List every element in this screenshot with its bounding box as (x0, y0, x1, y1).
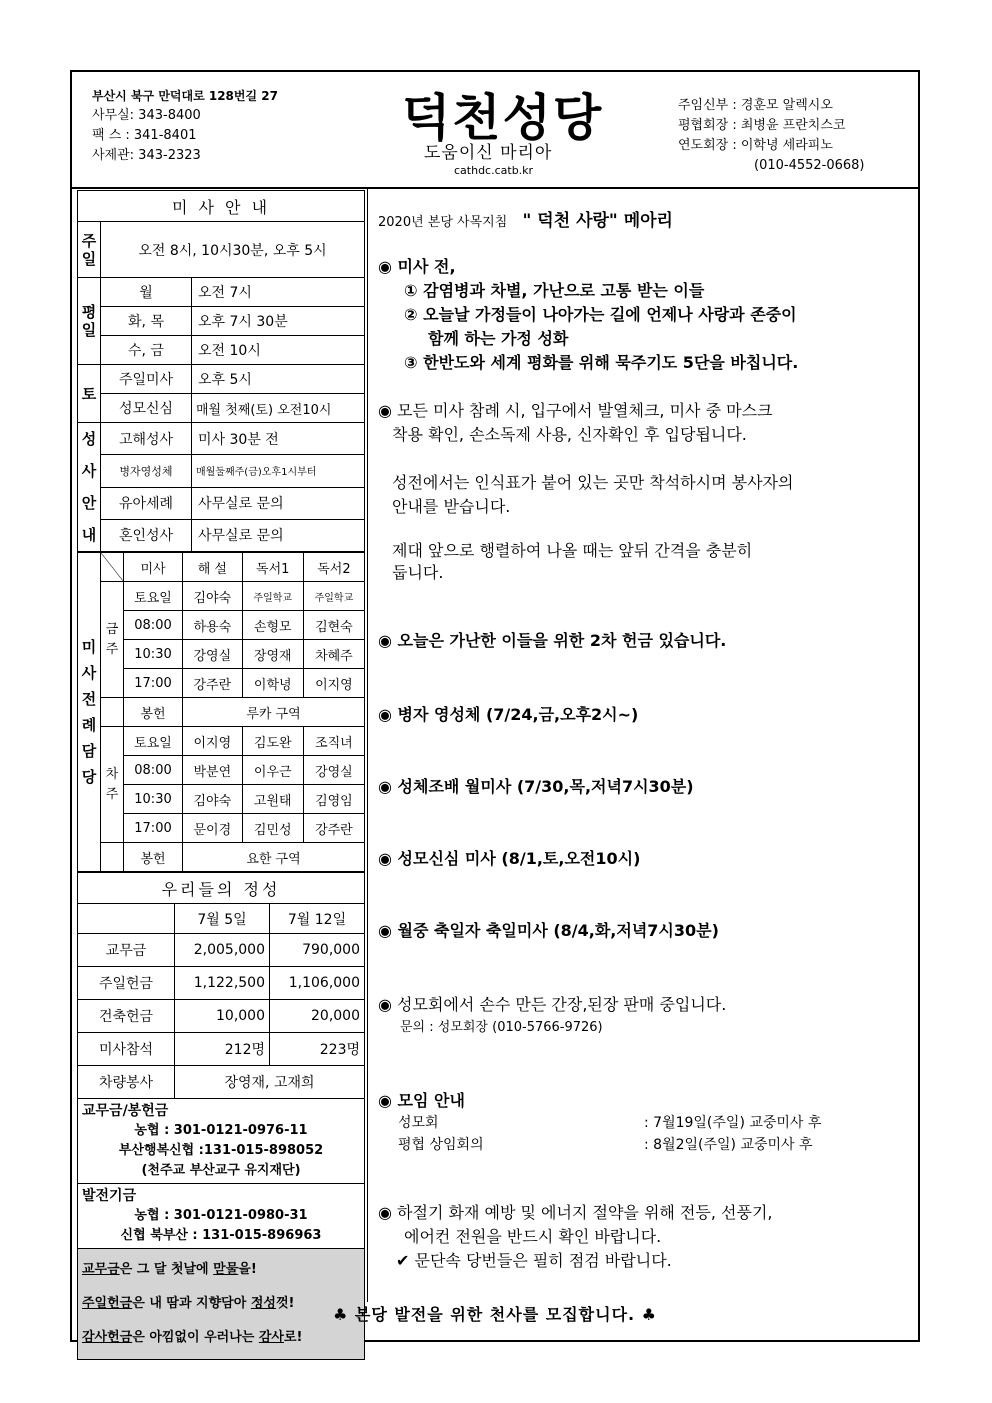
vehicle-volunteers: 장영재, 고재희 (175, 1066, 365, 1099)
staff-block (678, 96, 865, 176)
duty-cell: 17:00 (124, 669, 183, 698)
duty-cell: 강영실 (183, 640, 243, 669)
offering-district: 루카 구역 (183, 698, 365, 727)
parish-title: 덕천성당 (402, 89, 604, 147)
sacrament-info: 미사 30분 전 (192, 423, 365, 455)
left-column (77, 190, 365, 1360)
sacrament-info: 사무실로 문의 (192, 519, 365, 551)
weekday-time: 오전 10시 (192, 336, 365, 365)
mass-schedule-table (77, 190, 365, 552)
diagonal-cell (101, 553, 124, 582)
duty-cell: 주일학교 (242, 582, 303, 611)
duty-cell: 김도완 (242, 727, 303, 756)
saturday-mass-name: 성모신심 (101, 394, 192, 423)
finance-value: 20,000 (270, 1000, 365, 1033)
finance-table (77, 872, 365, 1099)
duty-cell: 이지영 (183, 727, 243, 756)
notice-seating: 안내를 받습니다. (392, 497, 511, 516)
week2-label: 차주 (101, 727, 124, 843)
dues-account: 농협 : 301-0121-0976-11 (134, 1123, 308, 1138)
sacrament-info: 매월둘째주(금)오후1시부터 (192, 455, 365, 487)
motto-line: 2020년 본당 사목지침 " 덕천 사랑" 메아리 (378, 211, 673, 231)
duty-cell: 강영실 (303, 756, 364, 785)
development-accounts (78, 1184, 364, 1249)
weekday-time: 오전 7시 (192, 278, 365, 307)
header (72, 72, 918, 189)
weekday-label: 평일 (78, 278, 101, 365)
prayer-intention: ① 감염병과 차별, 가난으로 고통 받는 이들 (404, 281, 705, 300)
sacrament-label: 성사안내 (78, 423, 101, 552)
week1-label: 금주 (101, 582, 124, 698)
elder-phone: (010-4552-0668) (754, 158, 865, 173)
finance-date: 7월 12일 (270, 904, 365, 934)
mass-info-title: 미 사 안 내 (78, 191, 365, 222)
duty-cell: 08:00 (124, 611, 183, 640)
duty-cell: 10:30 (124, 640, 183, 669)
finance-value: 212명 (175, 1033, 270, 1066)
finance-label: 주일헌금 (78, 967, 175, 1000)
duty-cell: 김현숙 (303, 611, 364, 640)
sunday-label: 주일 (78, 222, 101, 278)
meeting-name: 성모회 (398, 1115, 439, 1131)
elder-president: 연도회장 : 이학녕 세라피노 (678, 138, 833, 153)
duty-cell: 토요일 (124, 582, 183, 611)
offering-label: 봉헌 (124, 698, 183, 727)
duty-header: 독서1 (242, 553, 303, 582)
finance-date: 7월 5일 (175, 904, 270, 934)
duty-cell: 박분연 (183, 756, 243, 785)
finance-value: 1,122,500 (175, 967, 270, 1000)
dues-account: 부산행복신협 :131-015-898052 (118, 1143, 324, 1158)
notice-fire-prevention: ◉ 하절기 화재 예방 및 에너지 절약을 위해 전등, 선풍기, (378, 1203, 773, 1222)
duty-cell: 17:00 (124, 814, 183, 843)
finance-value: 2,005,000 (175, 934, 270, 967)
dev-title: 발전기금 (82, 1188, 137, 1204)
sunday-times: 오전 8시, 10시30분, 오후 5시 (101, 222, 365, 278)
meeting-time: : 8월2일(주일) 교중미사 후 (644, 1137, 813, 1153)
duty-cell: 차혜주 (303, 640, 364, 669)
slogan: 교무금은 그 달 첫날에 맏물을! (82, 1262, 257, 1277)
offering-label: 봉헌 (124, 843, 183, 872)
weekday-day: 수, 금 (101, 336, 192, 365)
sale-contact: 문의 : 성모회장 (010-5766-9726) (400, 1020, 603, 1035)
offering-district: 요한 구역 (183, 843, 365, 872)
finance-title: 우리들의 정성 (78, 873, 365, 904)
notice-seating: 성전에서는 인식표가 붙어 있는 곳만 착석하시며 봉사자의 (392, 473, 794, 492)
notice-feast-mass: ◉ 월중 축일자 축일미사 (8/4,화,저녁7시30분) (378, 921, 719, 940)
notice-covid: ◉ 모든 미사 참례 시, 입구에서 발열체크, 미사 중 마스크 (378, 401, 773, 420)
duty-cell: 이우근 (242, 756, 303, 785)
duty-cell: 하용숙 (183, 611, 243, 640)
meeting-time: : 7월19일(주일) 교중미사 후 (644, 1115, 822, 1131)
website: cathdc.catb.kr (454, 164, 534, 177)
duty-cell: 문이경 (183, 814, 243, 843)
sacrament-name: 고해성사 (101, 423, 192, 455)
week1-spacer (101, 698, 124, 727)
weekday-day: 월 (101, 278, 192, 307)
saturday-label: 토 (78, 365, 101, 423)
sacrament-info: 사무실로 문의 (192, 487, 365, 519)
notice-procession: 둡니다. (392, 563, 444, 582)
duty-side-label: 미사전례담당 (78, 553, 101, 872)
office-phone: 사무실: 343-8400 (92, 108, 201, 123)
notice-sale: ◉ 성모회에서 손수 만든 간장,된장 판매 중입니다. (378, 995, 727, 1014)
finance-corner (78, 904, 175, 934)
dues-accounts (78, 1099, 364, 1184)
parish-patron: 도움이신 마리아 (424, 143, 553, 163)
sacrament-name: 혼인성사 (101, 519, 192, 551)
dues-title: 교무금/봉헌금 (82, 1103, 169, 1119)
finance-label: 교무금 (78, 934, 175, 967)
meetings-title: ◉ 모임 안내 (378, 1091, 465, 1110)
saturday-mass-time: 매월 첫째(토) 오전10시 (192, 394, 365, 423)
rectory-phone: 사제관: 343-2323 (92, 148, 201, 163)
duty-cell: 08:00 (124, 756, 183, 785)
council-president: 평협회장 : 최병윤 프란치스코 (678, 118, 846, 133)
address: 부산시 북구 만덕대로 128번길 27 (92, 89, 278, 103)
sacrament-name: 유아세례 (101, 487, 192, 519)
duty-cell: 김민성 (242, 814, 303, 843)
bulletin-page (70, 70, 920, 1345)
duty-cell: 김영임 (303, 785, 364, 814)
saturday-mass-name: 주일미사 (101, 365, 192, 394)
finance-value: 1,106,000 (270, 967, 365, 1000)
finance-value: 790,000 (270, 934, 365, 967)
duty-cell: 장영재 (242, 640, 303, 669)
duty-cell: 김야숙 (183, 582, 243, 611)
notice-procession: 제대 앞으로 행렬하여 나올 때는 앞뒤 간격을 충분히 (392, 541, 753, 560)
notice-sick-communion: ◉ 병자 영성체 (7/24,금,오후2시~) (378, 705, 639, 724)
saturday-mass-time: 오후 5시 (192, 365, 365, 394)
contact-block (92, 86, 278, 166)
notice-marian-mass: ◉ 성모신심 미사 (8/1,토,오전10시) (378, 849, 641, 868)
meeting-name: 평협 상임회의 (398, 1137, 484, 1153)
duty-cell: 강주란 (183, 669, 243, 698)
column-divider (367, 187, 368, 1302)
duty-header: 미사 (124, 553, 183, 582)
slogan: 감사헌금은 아낌없이 우러나는 감사로! (82, 1330, 303, 1345)
duty-cell: 강주란 (303, 814, 364, 843)
duty-cell: 김야숙 (183, 785, 243, 814)
fax-number: 팩 스 : 341-8401 (92, 128, 197, 143)
duty-cell: 10:30 (124, 785, 183, 814)
duty-cell: 이지영 (303, 669, 364, 698)
notice-adoration: ◉ 성체조배 월미사 (7/30,목,저녁7시30분) (378, 777, 694, 796)
dues-account-holder: (천주교 부산교구 유지재단) (141, 1163, 301, 1178)
finance-label: 건축헌금 (78, 1000, 175, 1033)
duty-cell: 토요일 (124, 727, 183, 756)
duty-header: 독서2 (303, 553, 364, 582)
slogan: 주일헌금은 내 땀과 지향담아 정성껏! (82, 1296, 295, 1311)
pastor: 주임신부 : 경훈모 알렉시오 (678, 98, 833, 113)
notice-second-collection: ◉ 오늘은 가난한 이들을 위한 2차 헌금 있습니다. (378, 631, 727, 650)
duty-cell: 조직녀 (303, 727, 364, 756)
dev-account: 신협 북부산 : 131-015-896963 (120, 1228, 322, 1243)
duty-cell: 주일학교 (303, 582, 364, 611)
notice-before-mass: ◉ 미사 전, (378, 257, 456, 276)
prayer-intention: 함께 하는 가정 성화 (428, 329, 569, 348)
finance-value: 10,000 (175, 1000, 270, 1033)
notice-covid: 착용 확인, 손소독제 사용, 신자확인 후 입당됩니다. (392, 425, 747, 444)
duty-cell: 손형모 (242, 611, 303, 640)
prayer-intention: ③ 한반도와 세계 평화를 위해 묵주기도 5단을 바칩니다. (404, 353, 799, 372)
finance-label: 미사참석 (78, 1033, 175, 1066)
sacrament-name: 병자영성체 (101, 455, 192, 487)
footer-banner: ♣ 본당 발전을 위한 천사를 모집합니다. ♣ (332, 1305, 658, 1324)
week2-spacer (101, 843, 124, 872)
weekday-time: 오후 7시 30분 (192, 307, 365, 336)
weekday-day: 화, 목 (101, 307, 192, 336)
prayer-intention: ② 오늘날 가정들이 나아가는 길에 언제나 사랑과 존중이 (404, 305, 797, 324)
vehicle-label: 차량봉사 (78, 1066, 175, 1099)
duty-cell: 고원태 (242, 785, 303, 814)
duty-cell: 이학녕 (242, 669, 303, 698)
liturgy-duty-table (77, 552, 365, 872)
notice-door-check: ✔ 문단속 당번들은 필히 점검 바랍니다. (396, 1251, 672, 1270)
finance-value: 223명 (270, 1033, 365, 1066)
duty-header: 해 설 (183, 553, 243, 582)
dev-account: 농협 : 301-0121-0980-31 (134, 1208, 308, 1223)
notice-fire-prevention: 에어컨 전원을 반드시 확인 바랍니다. (404, 1227, 662, 1246)
